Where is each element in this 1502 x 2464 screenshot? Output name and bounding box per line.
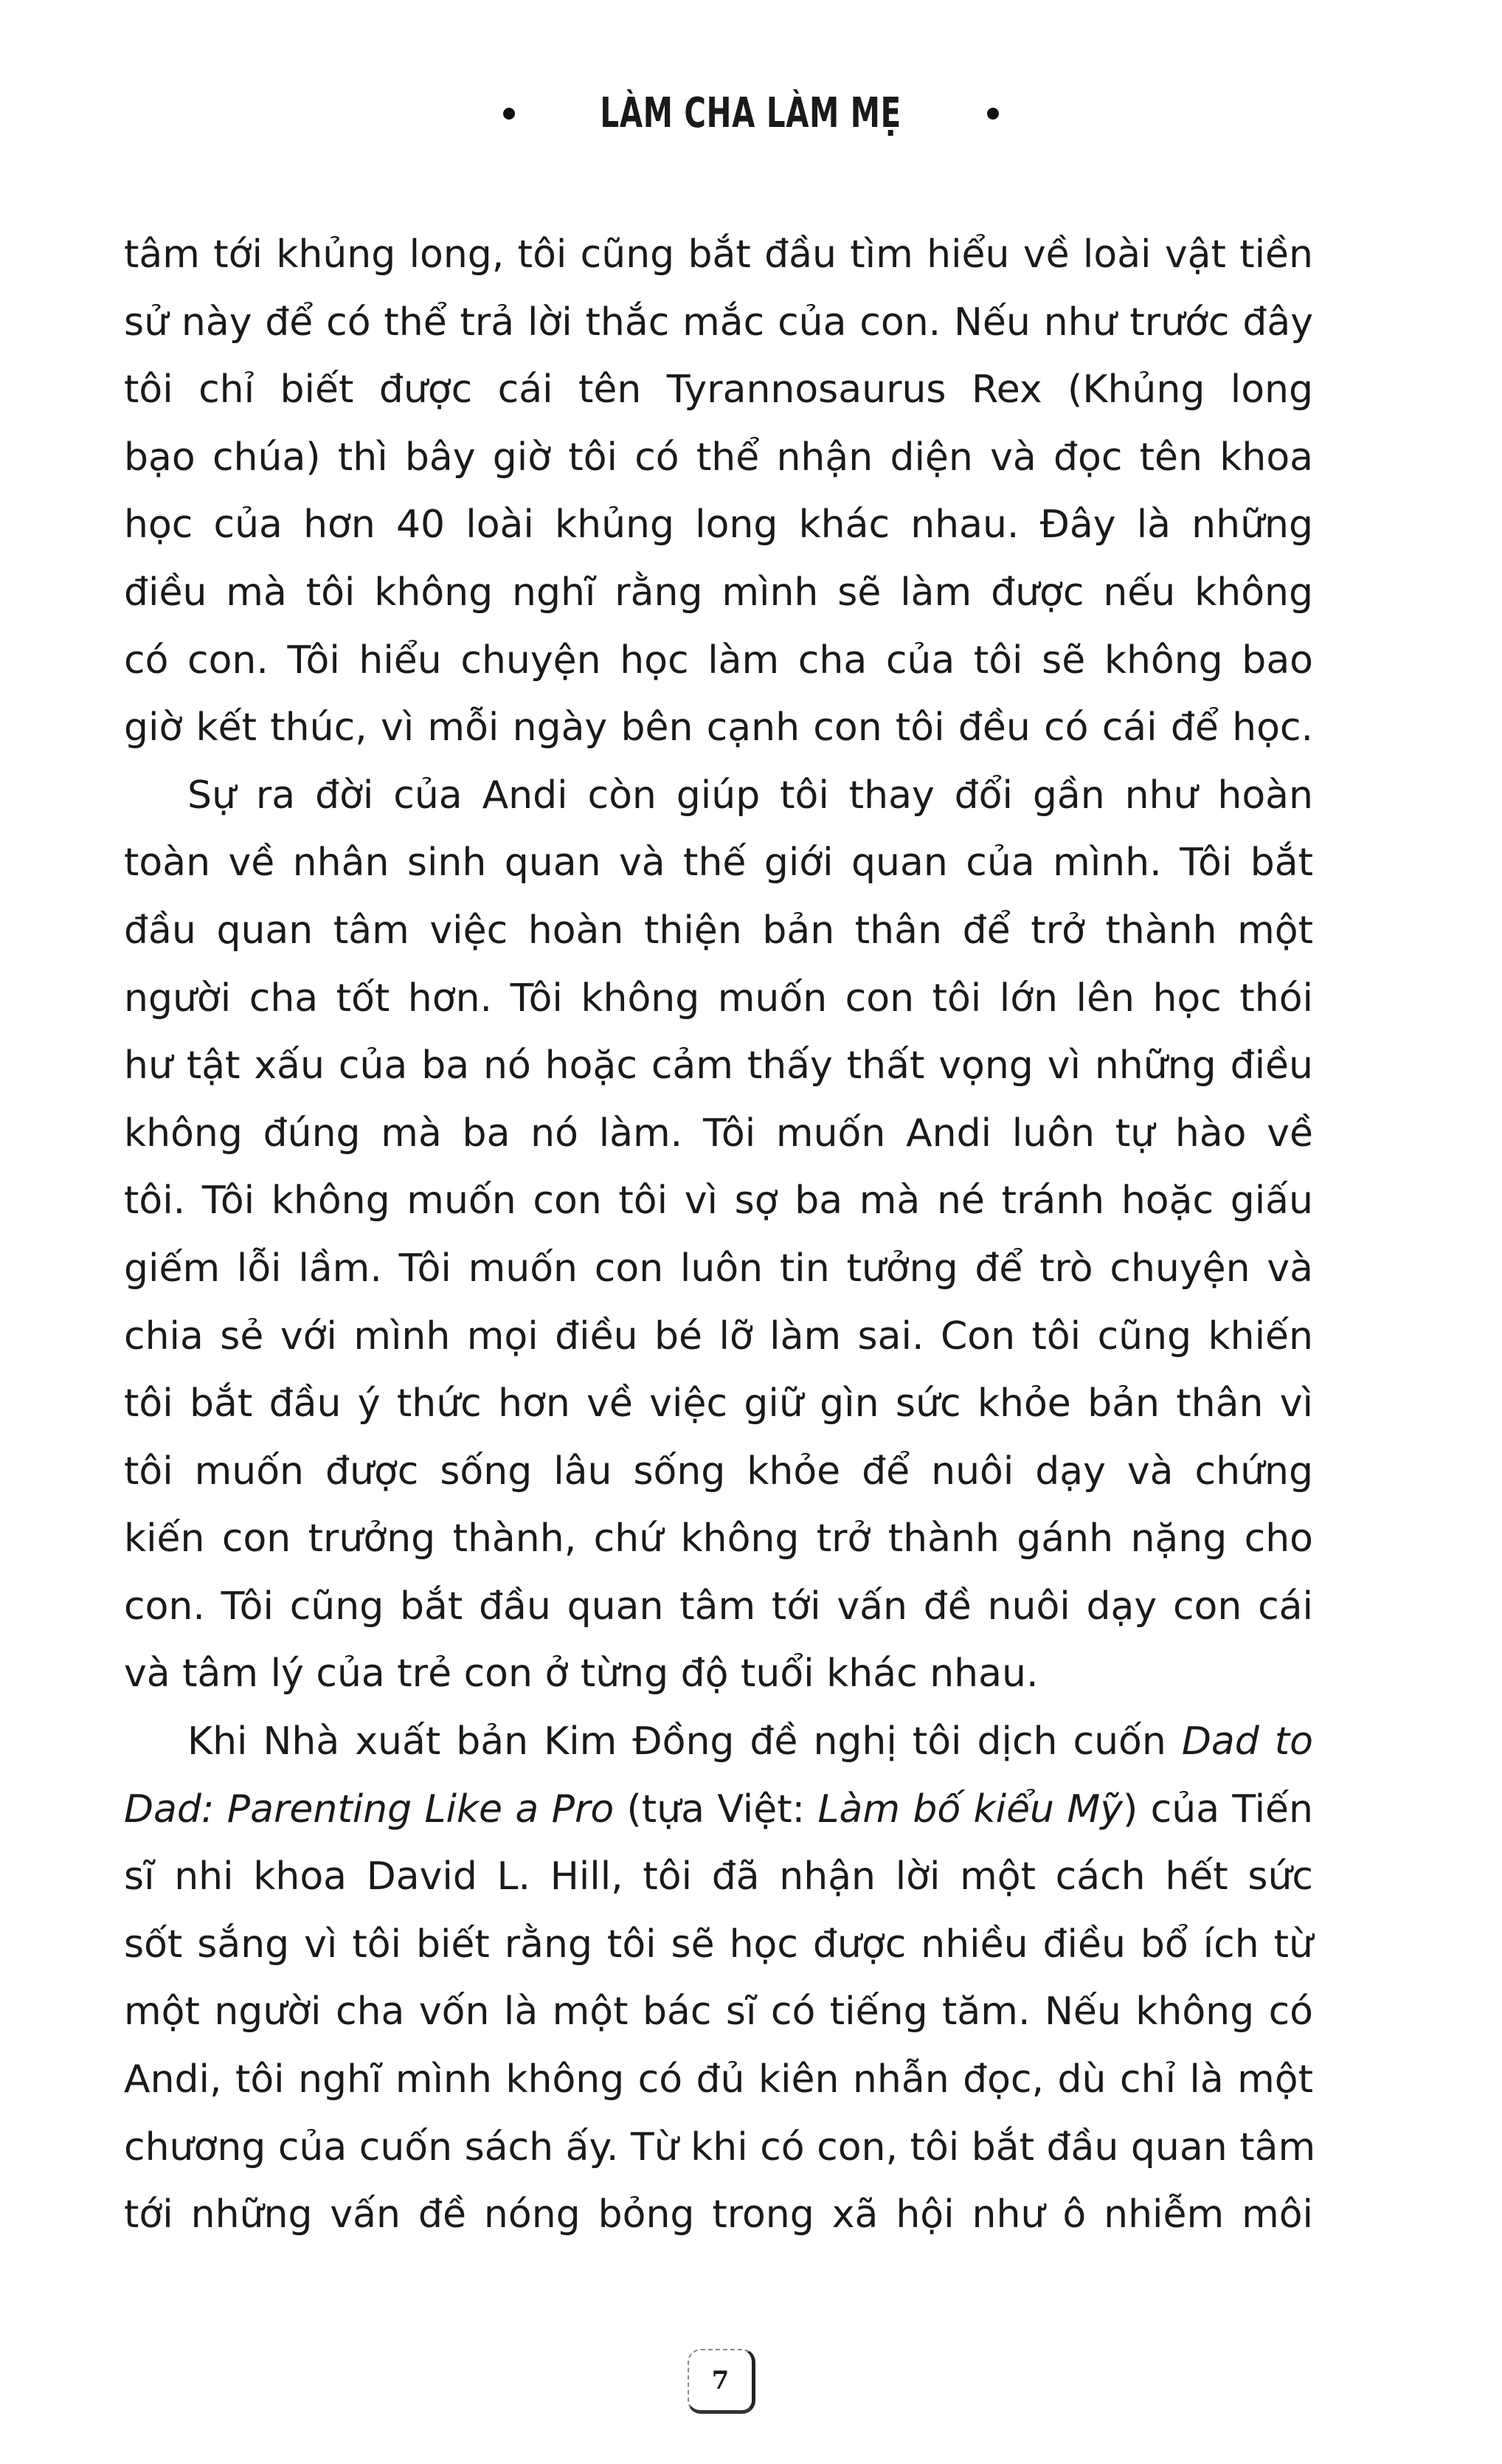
text-line (124, 1370, 1313, 1438)
text-line (124, 1776, 1313, 1844)
text-line (124, 2046, 1313, 2114)
italic-text: Dad to (1181, 1719, 1313, 1764)
text-segment: tới những vấn đề nóng bỏng trong xã hội như ô nhiễm môi (124, 2192, 1313, 2237)
text-segment: bạo chúa) thì bây giờ tôi có thể nhận diện và đọc tên khoa (124, 435, 1313, 480)
text-line (124, 1303, 1313, 1371)
text-line (124, 1100, 1313, 1168)
text-line (124, 694, 1313, 762)
text-line (124, 289, 1313, 357)
text-line (124, 491, 1313, 559)
italic-text: Dad: Parenting Like a Pro (124, 1787, 615, 1832)
text-line (124, 1843, 1313, 1911)
text-segment: (tựa Việt: (614, 1787, 818, 1832)
text-segment: không đúng mà ba nó làm. Tôi muốn Andi luôn tự hào về (124, 1111, 1313, 1156)
text-line (124, 1640, 1313, 1708)
text-line (124, 1032, 1313, 1100)
text-segment: kiến con trưởng thành, chứ không trở thành gánh nặng cho (124, 1516, 1313, 1561)
text-segment: sĩ nhi khoa David L. Hill, tôi đã nhận lời một cách hết sức (124, 1854, 1313, 1899)
text-line (124, 1978, 1313, 2046)
text-segment: chương của cuốn sách ấy. Từ khi có con, tôi bắt đầu quan tâm (124, 2125, 1316, 2170)
text-segment: học của hơn 40 loài khủng long khác nhau. Đây là những (124, 503, 1313, 548)
text-line (124, 762, 1313, 830)
text-segment: chia sẻ với mình mọi điều bé lỡ làm sai. Con tôi cũng khiến (124, 1314, 1313, 1359)
text-line (124, 1438, 1313, 1506)
text-segment: sốt sắng vì tôi biết rằng tôi sẽ học được nhiều điều bổ ích từ (124, 1922, 1313, 1967)
text-segment: điều mà tôi không nghĩ rằng mình sẽ làm được nếu không (124, 570, 1313, 615)
text-segment: tôi. Tôi không muốn con tôi vì sợ ba mà né tránh hoặc giấu (124, 1178, 1313, 1224)
text-segment: tâm tới khủng long, tôi cũng bắt đầu tìm hiểu về loài vật tiền (124, 232, 1313, 277)
text-segment: Khi Nhà xuất bản Kim Đồng đề nghị tôi dịch cuốn (187, 1719, 1182, 1764)
italic-text: Làm bố kiểu Mỹ (817, 1787, 1124, 1832)
text-line (124, 221, 1313, 289)
text-line (124, 1167, 1313, 1235)
text-line (124, 1708, 1313, 1776)
text-segment: Andi, tôi nghĩ mình không có đủ kiên nhẫn đọc, dù chỉ là một (124, 2057, 1313, 2102)
bullet-left (503, 108, 515, 120)
text-segment: tôi bắt đầu ý thức hơn về việc giữ gìn sức khỏe bản thân vì (124, 1381, 1313, 1426)
text-line (124, 559, 1313, 627)
text-line (124, 1235, 1313, 1303)
text-line (124, 627, 1313, 695)
text-segment: con. Tôi cũng bắt đầu quan tâm tới vấn đề nuôi dạy con cái (124, 1584, 1313, 1629)
text-line (124, 965, 1313, 1033)
text-line (124, 897, 1313, 965)
text-segment: hư tật xấu của ba nó hoặc cảm thấy thất vọng vì những điều (124, 1043, 1313, 1088)
text-segment: đầu quan tâm việc hoàn thiện bản thân để trở thành một (124, 908, 1313, 953)
text-segment: tôi chỉ biết được cái tên Tyrannosaurus Rex (Khủng long (124, 367, 1313, 413)
text-segment: có con. Tôi hiểu chuyện học làm cha của tôi sẽ không bao (124, 638, 1313, 683)
page-number: 7 (688, 2349, 755, 2414)
running-header (0, 87, 1502, 137)
text-segment: toàn về nhân sinh quan và thế giới quan của mình. Tôi bắt (124, 841, 1313, 886)
text-segment: người cha tốt hơn. Tôi không muốn con tôi lớn lên học thói (124, 976, 1313, 1021)
text-line (124, 1573, 1313, 1641)
text-line (124, 829, 1313, 897)
text-segment: giờ kết thúc, vì mỗi ngày bên cạnh con tôi đều có cái để học. (124, 705, 1313, 750)
text-segment: ) của Tiến (1123, 1787, 1313, 1832)
text-line (124, 1911, 1313, 1979)
text-segment: giếm lỗi lầm. Tôi muốn con luôn tin tưởng để trò chuyện và (124, 1246, 1313, 1291)
text-line (124, 2181, 1313, 2249)
page-body-text (124, 221, 1316, 2249)
text-segment: sử này để có thể trả lời thắc mắc của con. Nếu như trước đây (124, 300, 1313, 345)
text-line (124, 424, 1313, 492)
text-segment: và tâm lý của trẻ con ở từng độ tuổi khác nhau. (124, 1652, 1039, 1697)
book-title: LÀM CHA LÀM MẸ (600, 89, 902, 138)
text-line (124, 1505, 1313, 1573)
text-segment: Sự ra đời của Andi còn giúp tôi thay đổi gần như hoàn (187, 773, 1313, 818)
text-line (124, 356, 1313, 424)
text-segment: một người cha vốn là một bác sĩ có tiếng tăm. Nếu không có (124, 1990, 1313, 2035)
text-line (124, 2114, 1316, 2182)
text-segment: tôi muốn được sống lâu sống khỏe để nuôi dạy và chứng (124, 1449, 1313, 1494)
bullet-right (987, 108, 999, 120)
